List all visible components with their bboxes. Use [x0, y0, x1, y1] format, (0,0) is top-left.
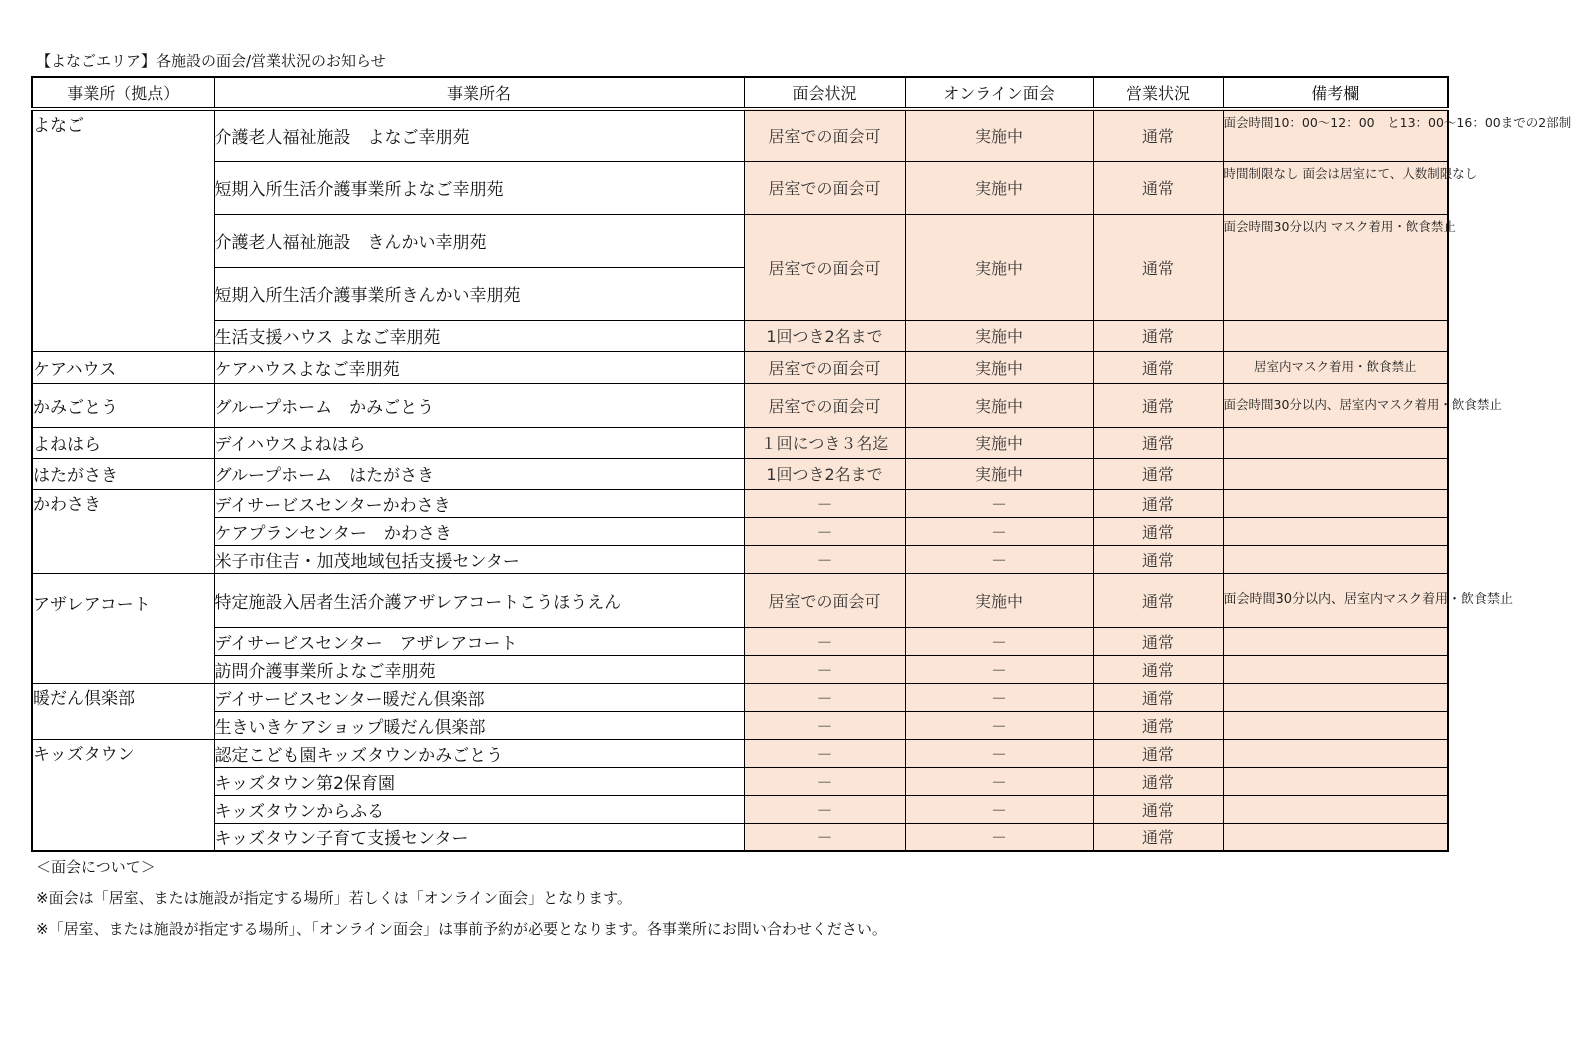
business-status: 通常: [1093, 383, 1223, 427]
remarks: [1223, 427, 1448, 458]
remarks: 面会時間30分以内、居室内マスク着用・飲食禁止: [1223, 383, 1448, 427]
visit-status: 居室での面会可: [744, 109, 905, 161]
table-row: [32, 823, 1448, 851]
visit-note-line: ※「居室、または施設が指定する場所」、「オンライン面会」は事前予約が必要となります。各事業所にお問い合わせください。: [36, 920, 887, 938]
table-row: [32, 739, 1448, 767]
facility-name: 短期入所生活介護事業所きんかい幸朋苑: [214, 267, 744, 320]
visit-status: 1回つき2名まで: [744, 320, 905, 351]
online-visit: －: [905, 767, 1093, 795]
header-facility: 事業所名: [214, 77, 744, 109]
business-status: 通常: [1093, 545, 1223, 573]
location-cell: よねはら: [32, 427, 214, 458]
business-status: 通常: [1093, 795, 1223, 823]
table-row: [32, 655, 1448, 683]
location-cell: かわさき: [32, 489, 214, 573]
facility-name: グループホーム はたがさき: [214, 458, 744, 489]
table-row: [32, 161, 1448, 214]
location-cell: はたがさき: [32, 458, 214, 489]
visit-status: －: [744, 739, 905, 767]
facility-name: デイサービスセンター暖だん倶楽部: [214, 683, 744, 711]
table-row: [32, 711, 1448, 739]
remarks: [1223, 489, 1448, 517]
remarks: [1223, 739, 1448, 767]
business-status: 通常: [1093, 320, 1223, 351]
remarks: [1223, 655, 1448, 683]
online-visit: －: [905, 739, 1093, 767]
remarks: [1223, 767, 1448, 795]
remarks: [1223, 545, 1448, 573]
status-table: [31, 76, 1571, 852]
visit-status: １回につき３名迄: [744, 427, 905, 458]
visit-status: －: [744, 655, 905, 683]
facility-name: 介護老人福祉施設 よなご幸朋苑: [214, 109, 744, 161]
remarks: [1223, 683, 1448, 711]
visit-status: －: [744, 683, 905, 711]
table-row: [32, 517, 1448, 545]
online-visit: 実施中: [905, 573, 1093, 627]
visit-status: 居室での面会可: [744, 573, 905, 627]
online-visit: 実施中: [905, 109, 1093, 161]
header-remarks: 備考欄: [1223, 77, 1448, 109]
business-status: 通常: [1093, 683, 1223, 711]
online-visit: －: [905, 795, 1093, 823]
business-status: 通常: [1093, 767, 1223, 795]
table-row: [32, 573, 1448, 627]
table-row: [32, 351, 1448, 383]
remarks: [1223, 823, 1448, 851]
visit-status: 居室での面会可: [744, 161, 905, 214]
business-status: 通常: [1093, 161, 1223, 214]
facility-name: 訪問介護事業所よなご幸朋苑: [214, 655, 744, 683]
online-visit: －: [905, 489, 1093, 517]
remarks: 面会時間10：00～12：00 と13：00～16：00までの2部制: [1223, 109, 1448, 161]
facility-name: 特定施設入居者生活介護アザレアコートこうほうえん: [214, 573, 744, 627]
location-cell: 暖だん倶楽部: [32, 683, 214, 739]
table-row: [32, 767, 1448, 795]
visit-status: 居室での面会可: [744, 351, 905, 383]
business-status: 通常: [1093, 458, 1223, 489]
online-visit: 実施中: [905, 427, 1093, 458]
facility-name: 生きいきケアショップ暖だん倶楽部: [214, 711, 744, 739]
facility-name: 認定こども園キッズタウンかみごとう: [214, 739, 744, 767]
visit-status: －: [744, 545, 905, 573]
remarks: 面会時間30分以内、居室内マスク着用・飲食禁止: [1223, 573, 1448, 627]
table-row: [32, 683, 1448, 711]
remarks: [1223, 627, 1448, 655]
facility-name: デイハウスよねはら: [214, 427, 744, 458]
table-row: [32, 489, 1448, 517]
table-row: [32, 627, 1448, 655]
visit-status: －: [744, 823, 905, 851]
location-cell: よなご: [32, 109, 214, 351]
online-visit: －: [905, 823, 1093, 851]
table-header-row: [32, 77, 1448, 109]
visit-status: －: [744, 711, 905, 739]
visit-status: －: [744, 489, 905, 517]
facility-name: ケアハウスよなご幸朋苑: [214, 351, 744, 383]
facility-name: 米子市住吉・加茂地域包括支援センター: [214, 545, 744, 573]
header-business-status: 営業状況: [1093, 77, 1223, 109]
table-row: [32, 458, 1448, 489]
header-location: 事業所（拠点）: [32, 77, 214, 109]
business-status: 通常: [1093, 109, 1223, 161]
remarks: 面会時間30分以内 マスク着用・飲食禁止: [1223, 214, 1448, 320]
visit-status: －: [744, 517, 905, 545]
visit-status: 居室での面会可: [744, 383, 905, 427]
location-cell: アザレアコート: [32, 573, 214, 683]
business-status: 通常: [1093, 573, 1223, 627]
table-row: [32, 427, 1448, 458]
location-cell: かみごとう: [32, 383, 214, 427]
online-visit: 実施中: [905, 161, 1093, 214]
facility-name: ケアプランセンター かわさき: [214, 517, 744, 545]
visit-status: －: [744, 627, 905, 655]
business-status: 通常: [1093, 823, 1223, 851]
online-visit: －: [905, 517, 1093, 545]
online-visit: －: [905, 545, 1093, 573]
remarks: [1223, 320, 1448, 351]
facility-name: キッズタウン子育て支援センター: [214, 823, 744, 851]
facility-name: キッズタウンからふる: [214, 795, 744, 823]
online-visit: －: [905, 711, 1093, 739]
table-row: [32, 795, 1448, 823]
remarks: [1223, 458, 1448, 489]
location-cell: キッズタウン: [32, 739, 214, 851]
header-visit-status: 面会状況: [744, 77, 905, 109]
remarks: 居室内マスク着用・飲食禁止: [1223, 351, 1448, 383]
table-row: [32, 214, 1448, 267]
online-visit: －: [905, 683, 1093, 711]
remarks: [1223, 795, 1448, 823]
business-status: 通常: [1093, 427, 1223, 458]
business-status: 通常: [1093, 739, 1223, 767]
online-visit: －: [905, 627, 1093, 655]
header-online-visit: オンライン面会: [905, 77, 1093, 109]
table-row: [32, 545, 1448, 573]
table-row: [32, 109, 1448, 161]
remarks: [1223, 711, 1448, 739]
facility-name: デイサービスセンター アザレアコート: [214, 627, 744, 655]
online-visit: 実施中: [905, 458, 1093, 489]
business-status: 通常: [1093, 655, 1223, 683]
facility-name: 生活支援ハウス よなご幸朋苑: [214, 320, 744, 351]
facility-name: デイサービスセンターかわさき: [214, 489, 744, 517]
facility-name: 介護老人福祉施設 きんかい幸朋苑: [214, 214, 744, 267]
table-row: [32, 383, 1448, 427]
business-status: 通常: [1093, 627, 1223, 655]
remarks: 時間制限なし 面会は居室にて、人数制限なし: [1223, 161, 1448, 214]
online-visit: 実施中: [905, 383, 1093, 427]
visit-note-line: ※面会は「居室、または施設が指定する場所」若しくは「オンライン面会」となります。: [36, 889, 632, 907]
business-status: 通常: [1093, 351, 1223, 383]
online-visit: 実施中: [905, 320, 1093, 351]
visit-status: －: [744, 767, 905, 795]
remarks: [1223, 517, 1448, 545]
business-status: 通常: [1093, 214, 1223, 320]
business-status: 通常: [1093, 517, 1223, 545]
location-cell: ケアハウス: [32, 351, 214, 383]
online-visit: 実施中: [905, 351, 1093, 383]
business-status: 通常: [1093, 489, 1223, 517]
visit-status: 居室での面会可: [744, 214, 905, 320]
visit-status: 1回つき2名まで: [744, 458, 905, 489]
facility-name: 短期入所生活介護事業所よなご幸朋苑: [214, 161, 744, 214]
visit-status: －: [744, 795, 905, 823]
facility-name: キッズタウン第2保育園: [214, 767, 744, 795]
online-visit: －: [905, 655, 1093, 683]
facility-name: グループホーム かみごとう: [214, 383, 744, 427]
visit-notes-heading: ＜面会について＞: [36, 858, 156, 876]
online-visit: 実施中: [905, 214, 1093, 320]
table-row: [32, 320, 1448, 351]
business-status: 通常: [1093, 711, 1223, 739]
page-title: 【よなごエリア】各施設の面会/営業状況のお知らせ: [36, 52, 386, 70]
